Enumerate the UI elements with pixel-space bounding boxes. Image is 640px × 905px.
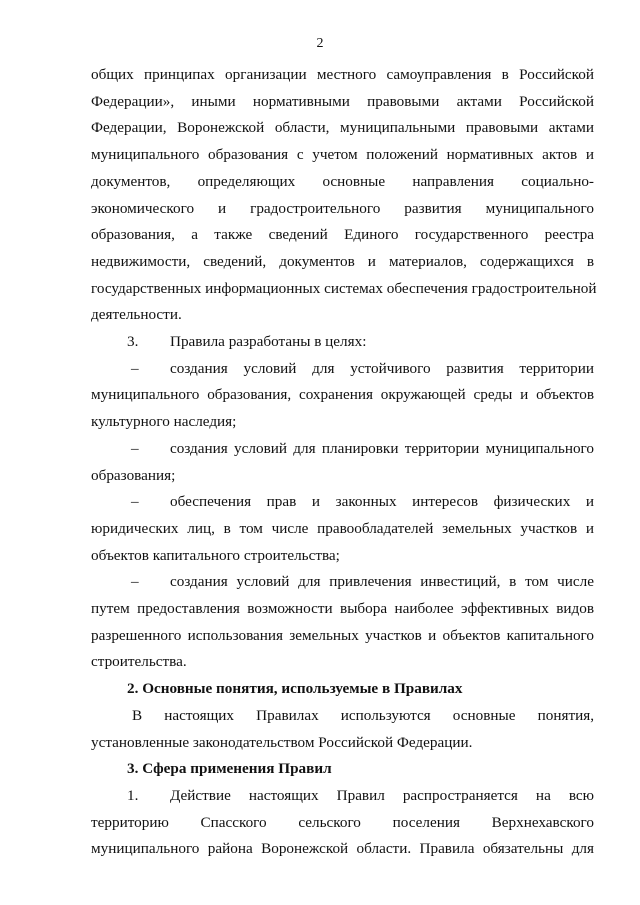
text-line: государственных информационных системах обеспечения градостроительной (91, 279, 597, 297)
dash-item (91, 356, 594, 383)
text-line: Федерации», иными нормативными правовыми актами Российской (91, 92, 594, 110)
item-text: создания условий для планировки территории муниципального (170, 439, 594, 457)
item-text: Правила разработаны в целях: (170, 333, 367, 351)
text-line: общих принципах организации местного самоуправления в Российской (91, 66, 594, 83)
text-line: путем предоставления возможности выбора наиболее эффективных видов (91, 600, 594, 618)
text-line: Федерации, Воронежской области, муниципальными правовыми актами (91, 119, 594, 137)
item-number: 3. (127, 333, 139, 351)
text-line: В настоящих Правилах используются основные понятия, (132, 706, 594, 724)
text-line: юридических лиц, в том числе правообладателей земельных участков и (91, 519, 594, 537)
text-line: культурного наследия; (91, 413, 237, 431)
text-line: муниципального района Воронежской области. Правила обязательны для (91, 840, 594, 858)
text-line: разрешенного использования земельных участков и объектов капитального (91, 626, 594, 644)
item-text: Действие настоящих Правил распространяется на всю (170, 786, 594, 804)
text-line: образования; (91, 466, 176, 484)
dash-item (91, 489, 594, 516)
dash-marker: – (131, 573, 139, 591)
section-heading-2: 2. Основные понятия, используемые в Правилах (127, 680, 463, 698)
item-text: создания условий для устойчивого развития территории (170, 359, 594, 377)
text-line: экономического и градостроительного развития муниципального (91, 199, 594, 217)
numbered-item-1 (91, 783, 594, 810)
text-line: территорию Спасского сельского поселения Верхнехавского (91, 813, 594, 831)
item-text: обеспечения прав и законных интересов физических и (170, 493, 594, 511)
dash-marker: – (131, 493, 139, 511)
dash-marker: – (131, 439, 139, 457)
text-line: образования, а также сведений Единого государственного реестра (91, 226, 594, 244)
numbered-item-3 (91, 329, 594, 356)
page-number: 2 (316, 36, 324, 51)
dash-item (91, 436, 594, 463)
text-line: муниципального образования, сохранения окружающей среды и объектов (91, 386, 594, 404)
text-line: установленные законодательством Российской Федерации. (91, 733, 473, 751)
text-line: объектов капитального строительства; (91, 546, 340, 564)
text-line: деятельности. (91, 306, 182, 324)
item-number: 1. (127, 786, 139, 804)
item-text: создания условий для привлечения инвестиций, в том числе (170, 573, 594, 591)
section-heading-3: 3. Сфера применения Правил (127, 760, 332, 778)
body-text (91, 62, 597, 863)
dash-marker: – (131, 359, 139, 377)
dash-item (91, 569, 594, 596)
text-line: недвижимости, сведений, документов и материалов, содержащихся в (91, 252, 594, 270)
text-line: документов, определяющих основные направления социально- (91, 172, 594, 190)
text-line: муниципального образования с учетом положений нормативных актов и (91, 146, 594, 164)
text-line: строительства. (91, 653, 187, 671)
